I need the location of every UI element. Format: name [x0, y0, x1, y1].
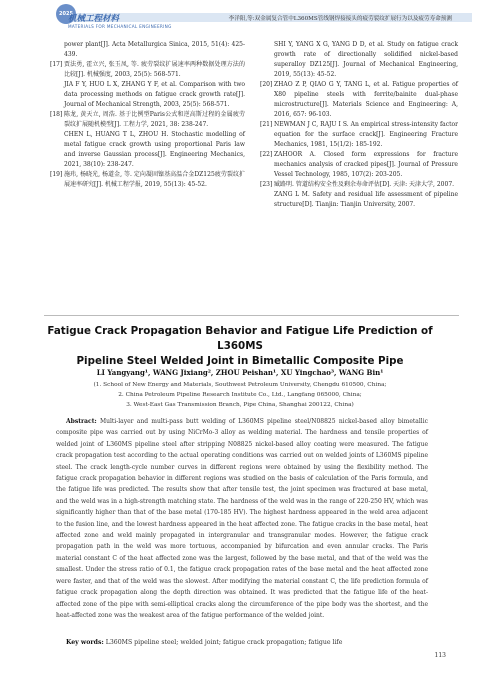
- reference-item: [19] 施玮, 杨晓光, 杨道金, 等. 定向凝固镍基高温合金DZ125疲劳裂纹扩展速率研究[J]. 机械工程学报, 2019, 55(13): 45-52.: [50, 171, 245, 188]
- reference-item: CHEN L, HUANG T L, ZHOU H. Stochastic modelling of metal fatigue crack growth using proportional Paris law and inverse Gaussian process[J]. Engineering Mechanics, 2021, 38(10): 238-247.: [64, 131, 245, 168]
- reference-item: JIA F Y, HUO L X, ZHANG Y F, et al. Comparison with two data processing methods on fatigue crack growth rate[J]. Journal of Mechanical Strength, 2003, 25(5): 568-571.: [64, 81, 245, 108]
- reference-item: [17] 贾法勇, 霍立兴, 张玉凤, 等. 疲劳裂纹扩展速率两种数据处理方法的比较[J]. 机械强度, 2003, 25(5): 568-571.: [50, 61, 245, 78]
- keywords: [66, 639, 438, 646]
- page-header: [0, 0, 480, 40]
- affiliation-3: 3. West-East Gas Transmission Branch, Pipe China, Shanghai 200122, China): [126, 402, 354, 408]
- author-list: LI Yangyang¹, WANG Jixiang², ZHOU Peishan¹, XU Yingchao³, WANG Bin¹: [96, 368, 384, 377]
- affiliation-1: (1. School of New Energy and Materials, Southwest Petroleum University, Chengdu 610500, China;: [93, 382, 387, 388]
- reference-item: power plant[J]. Acta Metallurgica Sinica, 2015, 51(4): 425-439.: [64, 41, 245, 58]
- reference-item: [20] ZHAO Z P, QIAO G Y, TANG L, et al. Fatigue properties of X80 pipeline steels with ferrite/bainite dual-phase microstructure[J]. Materials Science and Engineering: A, 2016, 657: 96-103.: [260, 81, 458, 118]
- section-divider: [44, 315, 459, 316]
- reference-item: [23] 臧路明. 管道结构安全性及剩余寿命评估[D]. 天津: 天津大学, 2007.: [260, 181, 455, 188]
- title-line-2: Pipeline Steel Welded Joint in Bimetallic Composite Pipe: [76, 355, 404, 367]
- journal-name-cn: 机械工程材料: [68, 14, 120, 24]
- keywords-label: Key words:: [66, 639, 104, 646]
- reference-item: [21] NEWMAN J C, RAJU I S. An empirical stress-intensity factor equation for the surface crack[J]. Engineering Fracture Mechanics, 1981, 15(1/2): 185-192.: [260, 121, 458, 148]
- abstract-text: Multi-layer and multi-pass butt welding of L360MS pipeline steel/N08825 nickel-based alloy bimetallic composite pipe was carried out by using NiCrMo-3 alloy as welding material. The hardness and tensile properties of welded joint of L360MS pipeline steel after stripping N08825 nickel-based alloy coating were measured. The fatigue crack propagation test according to the actual operating conditions was carried out on welded joints of L360MS pipeline steel. The crack length-cycle number curves in different regions were obtained by using the flexibility method. The fatigue crack propagation behavior in different regions was studied on the basis of calculation of the Paris formula, and the fatigue life was predicted. The results show that after tensile test, the joint specimen was fractured at base metal, and the weld was in a high-strength matching state. The hardness of the weld was in the range of 220-250 HV, which was significantly higher than that of the base metal (170-185 HV). The highest hardness appeared in the weld area adjacent to the fusion line, and the lowest hardness appeared in the heat affected zone. The fatigue cracks in the base metal, heat affected zone and weld mainly propagated in intergranular and transgranular modes. However, the fatigue crack propagation path in the weld was more tortuous, accompanied by bifurcation and even annular cracks. The Paris material constant C of the heat affected zone was the largest, followed by the base metal, and that of the weld was the smallest. Under the stress ratio of 0.1, the fatigue crack propagation rates of the base metal and the heat affected zone were faster, and that of the weld was the slowest. After modifying the material constant C, the life prediction formula of fatigue crack propagation along the depth direction was obtained. It was predicted that the fatigue life of the heat-affected zone of the pipe with semi-elliptical cracks along the circumference of the pipe body was the shortest, and the heat-affected zone was the weakest area of the fatigue performance of the welded joint.: [56, 418, 428, 619]
- reference-item: SHI Y, YANG X G, YANG D D, et al. Study on fatigue crack growth rate of directionally solidified nickel-based superalloy DZ125[J]. Journal of Mechanical Engineering, 2019, 55(13): 45-52.: [274, 41, 458, 78]
- page-number: 113: [434, 652, 446, 659]
- reference-list-right: [260, 40, 458, 210]
- abstract: [56, 416, 428, 621]
- article-title-en: [40, 324, 440, 369]
- keywords-text: L360MS pipeline steel; welded joint; fatigue crack propagation; fatigue life: [105, 639, 343, 646]
- logo-year: 2025: [59, 11, 73, 17]
- affiliation-2: 2. China Petroleum Pipeline Research Institute Co., Ltd., Langfang 065000, China;: [118, 392, 362, 398]
- running-title: 李洋阳,等:双金属复合管中L360MS管线钢焊接接头的疲劳裂纹扩展行为以及疲劳寿命预测: [228, 16, 452, 22]
- reference-item: ZANG L M. Safety and residual life assessment of pipeline structure[D]. Tianjin: Tianjin University, 2007.: [274, 191, 458, 208]
- journal-name-en: MATERIALS FOR MECHANICAL ENGINEERING: [68, 24, 172, 29]
- abstract-label: Abstract:: [66, 418, 97, 425]
- reference-item: [22] ZAHOOR A. Closed form expressions for fracture mechanics analysis of cracked pipes[J]. Journal of Pressure Vessel Technology, 1985, 107(2): 203-205.: [260, 151, 458, 178]
- reference-item: [18] 陈龙, 黄天立, 周浩. 基于比例型Paris公式和逆高斯过程的金属疲劳裂纹扩展随机模型[J]. 工程力学, 2021, 38: 238-247.: [50, 111, 245, 128]
- title-line-1: Fatigue Crack Propagation Behavior and Fatigue Life Prediction of L360MS: [47, 325, 433, 352]
- reference-list-left: [50, 40, 245, 190]
